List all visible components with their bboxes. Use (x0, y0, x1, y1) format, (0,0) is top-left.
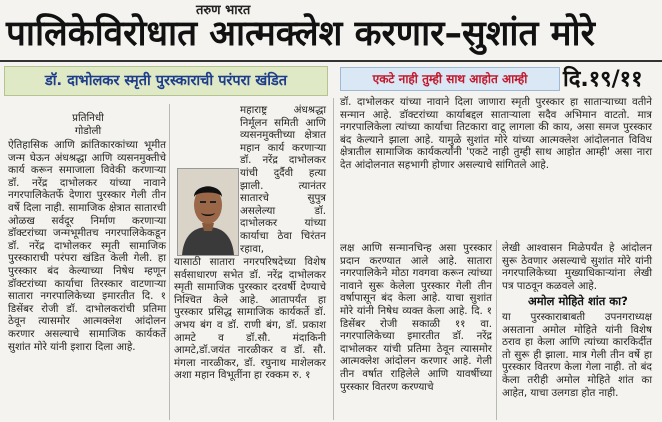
slogan-box (340, 67, 560, 91)
person-portrait-icon (178, 169, 238, 255)
column-2-bottom-text: यासाठी सातारा नगरपरिषदेच्या विशेष सर्वसाधारण सभेत डॉ. नरेंद्र दाभोलकर स्मृती सामाजिक पुरस्कार दरवर्षी देण्याचे निश्चित केले आहे. आतापर्यंत हा पुरस्कार प्रसिद्ध सामाजिक कार्यकर्ते डॉ. अभय बंग व डॉ. राणी बंग, डॉ. प्रकाश आमटे व डॉ.सौ. मंदाकिनी आमटे,डॉ.जयंत नारळीकर व डॉ. सौ. मंगला नारळीकर, डॉ. रघुनाथ माशेलकर अशा महान विभूतींना हा रक्कम रु. १ (174, 256, 326, 382)
column-5-bottom-text: या पुरस्काराबाबती उपनगराध्यक्ष असताना अमोल मोहिते यांनी विशेष ठराव हा केला आणि त्यांच्या कारकिर्दीत तो सुरू ही झाला. मात्र गेली तीन वर्षे हा पुरस्कार वितरण केला गेला नाही. तो बंद केला तरीही अमोल मोहिते शांत का आहेत, याचा उलगडा होत नाही. (502, 311, 652, 399)
subheadline-banner (4, 66, 328, 96)
headline-divider (0, 60, 662, 62)
column-1-text: ऐतिहासिक आणि क्रांतिकारकांच्या भूमीत जन्म घेऊन अंधश्रद्धा आणि व्यसनमुक्तीचे कार्य करून समाजाला विवेकी करणाऱ्या डॉ. नरेंद्र दाभोलकर यांच्या नावाने नगरपालिकेतर्फे देणारा पुरस्कार गेली तीन वर्षे दिला नाही. सामाजिक क्षेत्रात सातारची ओळख सर्वदूर निर्माण करणाऱ्या डॉक्टरांच्या जन्मभूमीतच नगरपालिकेकडून डॉ. नरेंद्र दाभोलकर स्मृती सामाजिक पुरस्काराची परंपरा खंडित केली गेली. हा पुरस्कार बंद केल्याच्या निषेध म्हणून डॉक्टरांच्या कार्याचा तिरस्कार वाटणाऱ्या सातारा नगरपालिकेच्या इमारतीत दि. १ डिसेंबर रोजी डॉ. दाभोलकरांची प्रतिमा ठेवून त्यासमोर आत्मक्लेश आंदोलन करणार असल्याचे सामाजिक कार्यकर्ते सुशांत मोरे यांनी इशारा दिला आहे. (8, 139, 166, 353)
newspaper-masthead: तरुण भारत (196, 3, 251, 18)
byline-reporter: प्रतिनिधी (72, 112, 104, 124)
column-rule (333, 98, 334, 420)
article-headline: पालिकेविरोधात आत्मक्लेश करणार–सुशांत मोरे (6, 14, 595, 54)
byline (58, 112, 118, 137)
byline-location: गोडोली (74, 124, 102, 137)
slogan-text: एकटे नाही तुम्ही साथ आहोत आम्ही (372, 72, 528, 86)
person-photo (177, 168, 239, 256)
article-column-2-bottom (174, 256, 326, 382)
article-column-3 (340, 96, 652, 172)
column-rule (496, 240, 497, 420)
column-3-text: डॉ. दाभोलकर यांच्या नावाने दिला जाणारा स्मृती पुरस्कार हा साताऱ्याच्या वतीने सन्मान आहे. डॉक्टरांच्या कार्याबद्दल साताऱ्याला सदैव अभिमान वाटतो. मात्र नगरपालिकेला त्यांच्या कार्याचा तिटकारा वाटू लागला की काय, असा समज पुरस्कार बंद केल्याने झाला आहे. यामुळे सुशांत मोरे यांच्या आत्मक्लेश आंदोलनात विविध क्षेत्रातील सामाजिक कार्यकर्त्यांनी 'एकटे नाही तुम्ही साथ आहोत आम्ही' असा नारा देत आंदोलनात सहभागी होणार असल्याचे सांगितले आहे. (340, 96, 652, 171)
column-5-subheading: अमोल मोहिते शांत का? (528, 294, 628, 308)
column-5-top-text: लेखी आश्वासन मिळेपर्यंत हे आंदोलन सुरू ठेवणार असल्याचे सुशांत मोरे यांनी नगरपालिकेच्या मुख्याधिकाऱ्यांना लेखी पत्र पाठवून कळवले आहे. (502, 242, 652, 292)
column-rule (169, 104, 170, 420)
article-column-5-top (502, 242, 652, 292)
subheadline-text: डॉ. दाभोलकर स्मृती पुरस्काराची परंपरा खंडित (45, 73, 287, 89)
column-2-top-text: महाराष्ट्र अंधश्रद्धा निर्मूलन समिती आणि व्यसनमुक्तीच्या क्षेत्रात महान कार्य करणाऱ्या डॉ. नरेंद्र दाभोलकर यांची दुर्दैवी हत्या झाली. त्यानंतर सातारचे सुपुत्र असलेल्या डॉ. दाभोलकर यांच्या कार्याचा ठेवा चिरंतन रहावा, (240, 104, 326, 255)
handwritten-date: दि.१९/११ (563, 67, 643, 92)
article-column-4 (340, 242, 492, 393)
column-4-text: लक्ष आणि सन्मानचिन्ह असा पुरस्कार प्रदान करण्यात आले आहे. सातारा नगरपालिकेने मोठा गवगवा करून त्यांच्या नावाने सुरू केलेला पुरस्कार गेली तीन वर्षापासून बंद केला आहे. याचा सुशांत मोरे यांनी निषेध व्यक्त केला आहे. दि. १ डिसेंबर रोजी सकाळी ११ वा. नगरपालिकेच्या इमारतीत डॉ. नरेंद्र दाभोलकर यांची प्रतिमा ठेवून त्यासमोर आत्मक्लेश आंदोलन करणार आहे. गेली तीन वर्षात राहिलेले आणि यावर्षीच्या पुरस्कार वितरण करण्याचे (340, 242, 492, 393)
article-column-5-bottom (502, 311, 652, 399)
article-column-1 (8, 139, 166, 353)
